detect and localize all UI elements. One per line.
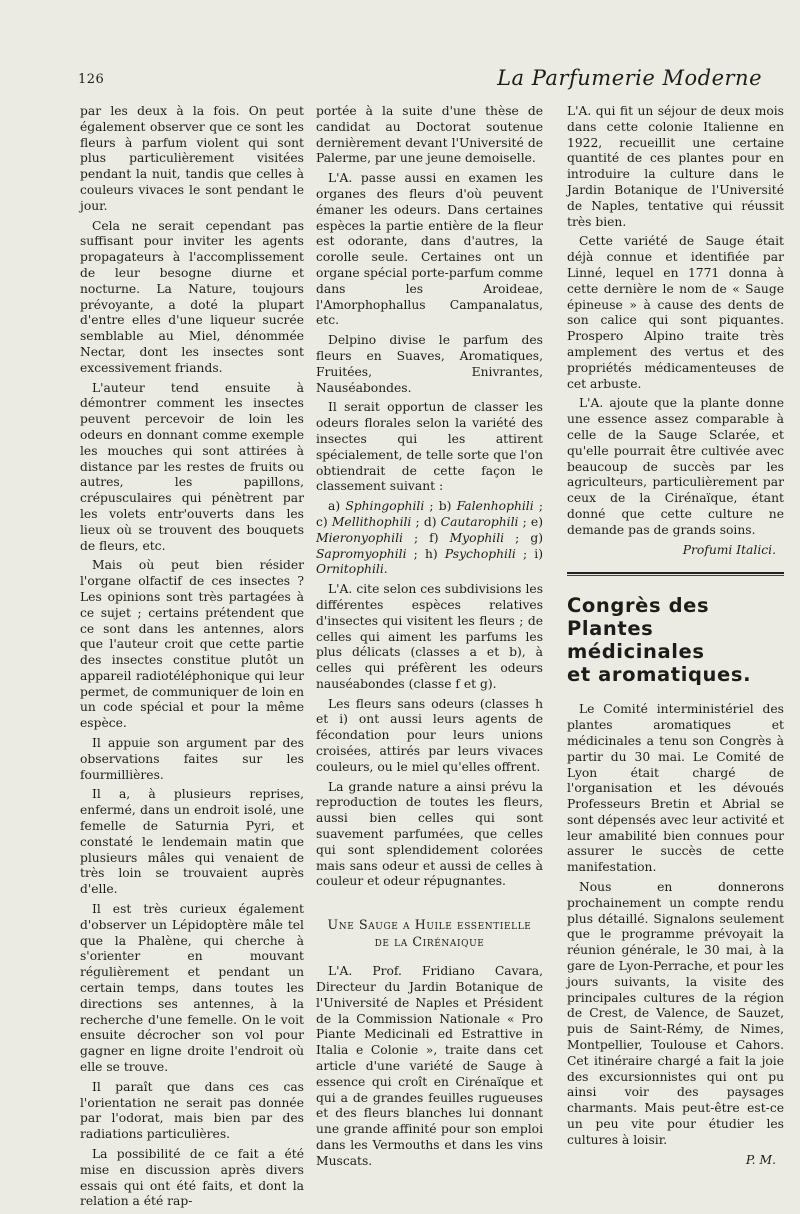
subheading-line: Une Sauge a Huile essentielle (327, 917, 532, 933)
paragraph: Il a, à plusieurs reprises, enfermé, dans un endroit isolé, une femelle de Saturnia Pyri, et constaté le lendemain matin que plusieurs mâles qui venaient de très loin se trouvaient auprès d'elle. (80, 787, 304, 897)
page-number: 126 (78, 72, 105, 87)
paragraph: L'A. cite selon ces subdivisions les différentes espèces relatives d'insectes qui visitent les fleurs ; de celles qui aiment les parfums les plus délicats (classes a et b), à celles qui préfèrent les odeurs nauséabondes (classe f et g). (316, 582, 543, 691)
article-signature: Profumi Italici. (682, 542, 776, 557)
paragraph: Mais où peut bien résider l'organe olfactif de ces insectes ? Les opinions sont très partagées à ce sujet ; certains prétendent que ce sont dans les antennes, alors que l'auteur croit que cette partie des insectes constitue plutôt un appareil radiotéléphonique qui leur permet, de communiquer de loin en un code spécial et pour la même espèce. (80, 558, 304, 731)
paragraph: L'auteur tend ensuite à démontrer comment les insectes peuvent percevoir de loin les odeurs en donnant comme exemple les mouches qui sont attirées à distance par les restes de fruits ou autres, les papillons, crépusculaires qui pénètrent par les volets entr'ouverts dans les lieux où se trouvent des bouquets de fleurs, etc. (80, 380, 304, 553)
journal-masthead: La Parfumerie Moderne (497, 66, 762, 90)
headline-line: médicinales (567, 640, 705, 664)
paragraph: Les fleurs sans odeurs (classes h et i) ont aussi leurs agents de fécondation pour leurs unions croisées, attirés par leurs vivaces couleurs, ou le miel qu'elles offrent. (316, 696, 543, 774)
column-1 (80, 104, 304, 1214)
section-subheading (316, 916, 543, 950)
divider (567, 572, 784, 574)
headline-line: Congrès des Plantes (567, 594, 710, 641)
paragraph: La grande nature a ainsi prévu la reproduction de toutes les fleurs, aussi bien celles qui sont suavement parfumées, que celles qui sont splendidement colorées mais sans odeur et aussi de celles à couleur et odeur répugnantes. (316, 779, 543, 889)
article-headline (567, 594, 784, 686)
paragraph: L'A. Prof. Fridiano Cavara, Directeur du Jardin Botanique de l'Université de Naples et Président de la Commission Nationale « Pro Piante Medicinali ed Estrattive in Italia e Colonie », traite dans cet article d'une variété de Sauge à essence qui croît en Cirénaïque et qui a de grandes feuilles rugueuses et des fleurs blanches lui donnant une grande affinité pour son emploi dans les Vermouths et dans les vins Muscats. (316, 964, 543, 1168)
paragraph: Nous en donnerons prochainement un compte rendu plus détaillé. Signalons seulement que le programme prévoyait la réunion générale, le 30 mai, à la gare de Lyon-Perrache, et pour les jours suivants, la visite des principales cultures de la région de Crest, de Valence, de Sauzet, puis de Saint-Rémy, de Nimes, Montpellier, Toulouse et Cahors. Cet itinéraire chargé a fait la joie des excursionnistes qui ont pu ainsi voir des paysages charmants. Mais peut-être est-ce un peu vite pour étudier les cultures à loisir. (567, 880, 784, 1147)
divider (567, 575, 784, 576)
paragraph: par les deux à la fois. On peut également observer que ce sont les fleurs à parfum violent qui sont plus particulièrement visitées pendant la nuit, tandis que celles à couleurs vivaces le sont pendant le jour. (80, 104, 304, 213)
column-3 (567, 104, 784, 1172)
paragraph: Delpino divise le parfum des fleurs en Suaves, Aromatiques, Fruitées, Enivrantes, Nauséabondes. (316, 333, 543, 395)
paragraph: Il est très curieux également d'observer un Lépidoptère mâle tel que la Phalène, qui cherche à s'orienter en mouvant régulièrement et pendant un certain temps, dans toutes les directions ses antennes, à la recherche d'une femelle. On le voit ensuite décrocher son vol pour gagner en ligne droite l'endroit où elle se trouve. (80, 902, 304, 1075)
paragraph: L'A. qui fit un séjour de deux mois dans cette colonie Italienne en 1922, recueillit une certaine quantité de ces plantes pour en introduire la culture dans le Jardin Botanique de l'Université de Naples, tentative qui réussit très bien. (567, 104, 784, 229)
paragraph: La possibilité de ce fait a été mise en discussion après divers essais qui ont été faits, et dont la relation a été rap- (80, 1147, 304, 1209)
subheading-line: de la Cirénaique (374, 934, 485, 950)
paragraph: Il appuie son argument par des observations faites sur les fourmillières. (80, 736, 304, 782)
paragraph: Cela ne serait cependant pas suffisant pour inviter les agents propagateurs à l'accomplissement de leur besogne diurne et nocturne. La Nature, toujours prévoyante, a doté la plupart d'entre elles d'une liqueur sucrée semblable au Miel, dénommée Nectar, dont les insectes sont excessivement friands. (80, 218, 304, 375)
paragraph: portée à la suite d'une thèse de candidat au Doctorat soutenue dernièrement devant l'Université de Palerme, par une jeune demoiselle. (316, 104, 543, 166)
paragraph: L'A. ajoute que la plante donne une essence assez comparable à celle de la Sauge Sclarée, et qu'elle pourrait être cultivée avec beaucoup de succès par les agriculteurs, particulièrement par ceux de la Cirénaïque, étant donné que cette culture ne demande pas de grands soins. (567, 396, 784, 537)
paragraph: Le Comité interministériel des plantes aromatiques et médicinales a tenu son Congrès à partir du 30 mai. Le Comité de Lyon était chargé de l'organisation et les dévoués Professeurs Bretin et Abrial se sont dépensés avec leur activité et leur amabilité bien connues pour assurer le succès de cette manifestation. (567, 702, 784, 875)
paragraph: Il paraît que dans ces cas l'orientation ne serait pas donnée par l'odorat, mais bien par des radiations particulières. (80, 1079, 304, 1142)
classification-list: a) Sphingophili ; b) Falenhophili ; c) Mellithophili ; d) Cautarophili ; e) Mieronyophili ; f) Myophili ; g) Sapromyophili ; h) Psychophili ; i) Ornitophili. (316, 499, 543, 577)
paragraph: Cette variété de Sauge était déjà connue et identifiée par Linné, lequel en 1771 donna à cette dernière le nom de « Sauge épineuse » à cause des dents de son calice qui sont piquantes. Prospero Alpino traite très amplement des vertus et des propriétés médicamenteuses de cet arbuste. (567, 234, 784, 391)
headline-line: et aromatiques. (567, 663, 752, 687)
article-signature: P. M. (745, 1152, 776, 1167)
paragraph: L'A. passe aussi en examen les organes des fleurs d'où peuvent émaner les odeurs. Dans certaines espèces la partie entière de la fleur est odorante, dans d'autres, la corolle seule. Certaines ont un organe spécial porte-parfum comme dans les Aroideae, l'Amorphophallus Campanalatus, etc. (316, 171, 543, 328)
paragraph: Il serait opportun de classer les odeurs florales selon la variété des insectes qui les attirent spécialement, de telle sorte que l'on obtiendrait de cette façon le classement suivant : (316, 400, 543, 494)
column-2 (316, 104, 543, 1174)
